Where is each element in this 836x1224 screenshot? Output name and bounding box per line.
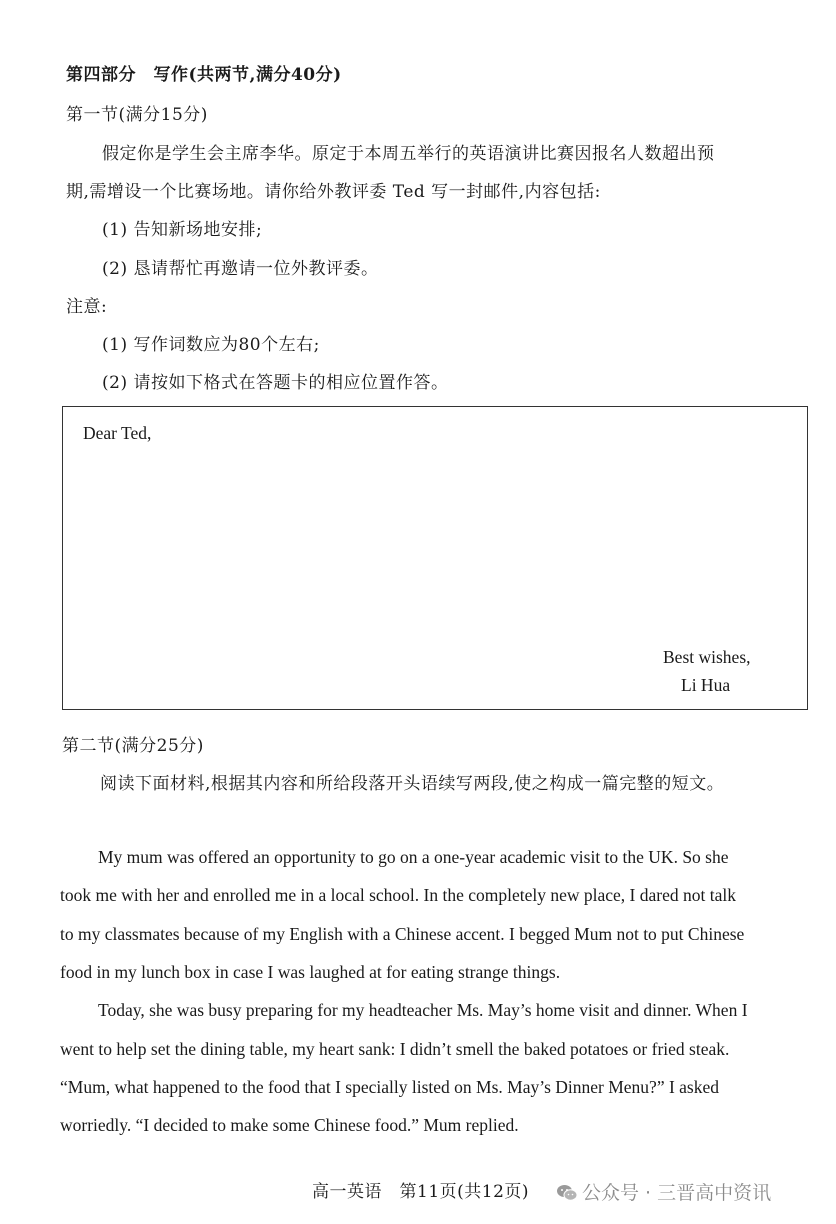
- section-title: 第四部分 写作(共两节,满分40分): [66, 65, 342, 85]
- prompt-line-1: 假定你是学生会主席李华。原定于本周五举行的英语演讲比赛因报名人数超出预: [102, 144, 715, 164]
- notice-item-2: (2) 请按如下格式在答题卡的相应位置作答。: [102, 373, 449, 393]
- part2-instruction: 阅读下面材料,根据其内容和所给段落开头语续写两段,使之构成一篇完整的短文。: [100, 774, 725, 794]
- page-footer: 高一英语 第11页(共12页): [312, 1182, 530, 1202]
- watermark: [556, 1178, 771, 1205]
- passage-para1-line: food in my lunch box in case I was laughed at for eating strange things.: [60, 962, 561, 982]
- letter-greeting: Dear Ted,: [83, 423, 152, 443]
- letter-closing: Best wishes,: [663, 647, 751, 667]
- passage-para1-line: My mum was offered an opportunity to go on a one-year academic visit to the UK. So she: [98, 847, 729, 867]
- passage-para2-line: “Mum, what happened to the food that I specially listed on Ms. May’s Dinner Menu?” I asked: [60, 1077, 720, 1097]
- passage-para2-line: Today, she was busy preparing for my headteacher Ms. May’s home visit and dinner. When I: [98, 1000, 748, 1020]
- passage-para2-line: worriedly. “I decided to make some Chinese food.” Mum replied.: [60, 1115, 519, 1135]
- watermark-text: 公众号 · 三晋高中资讯: [582, 1182, 772, 1204]
- passage-para2-line: went to help set the dining table, my heart sank: I didn’t smell the baked potatoes or fried steak.: [60, 1039, 730, 1059]
- prompt-line-2: 期,需增设一个比赛场地。请你给外教评委 Ted 写一封邮件,内容包括:: [66, 182, 601, 202]
- letter-signature: Li Hua: [681, 675, 731, 695]
- wechat-icon: [556, 1184, 578, 1202]
- notice-label: 注意:: [66, 297, 108, 317]
- content-item-2: (2) 恳请帮忙再邀请一位外教评委。: [102, 259, 379, 279]
- passage-para1-line: took me with her and enrolled me in a local school. In the completely new place, I dared not talk: [60, 885, 736, 905]
- part1-heading: 第一节(满分15分): [66, 105, 208, 125]
- part2-heading: 第二节(满分25分): [62, 736, 204, 756]
- notice-item-1: (1) 写作词数应为80个左右;: [102, 335, 320, 355]
- content-item-1: (1) 告知新场地安排;: [102, 220, 263, 240]
- passage-para1-line: to my classmates because of my English with a Chinese accent. I begged Mum not to put Chinese: [60, 924, 745, 944]
- letter-format-box: [62, 406, 808, 710]
